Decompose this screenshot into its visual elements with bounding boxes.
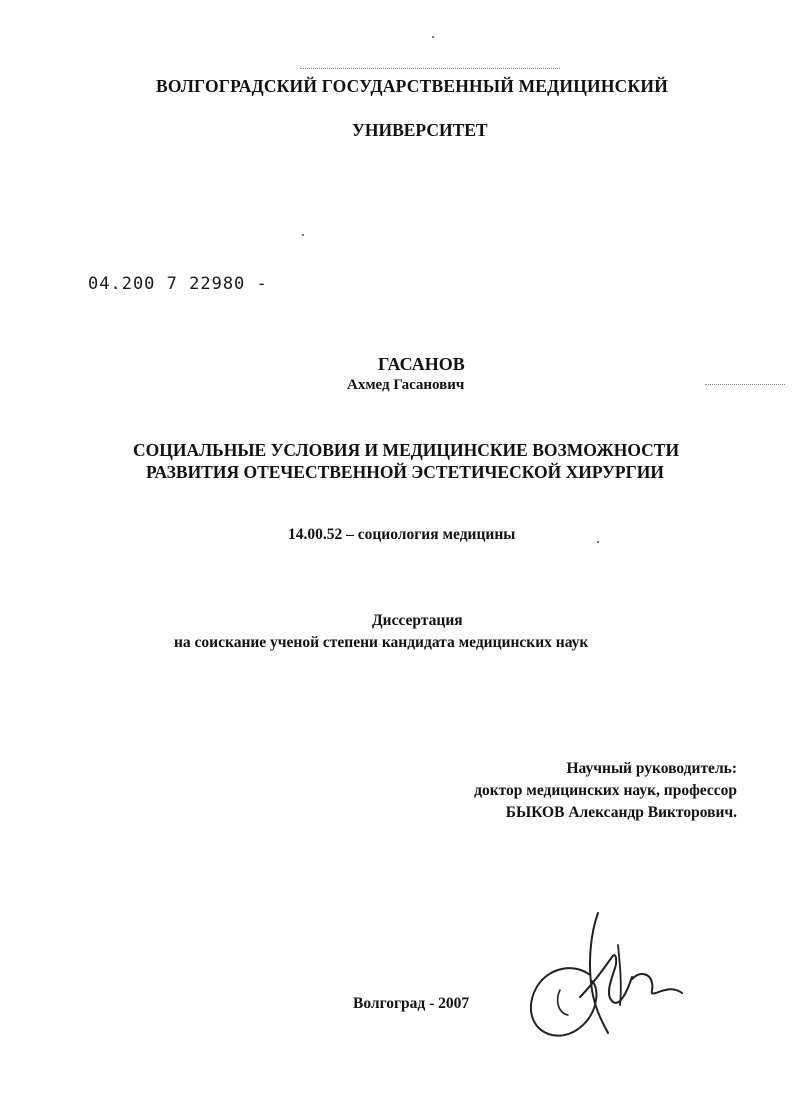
scan-artifact-right [705, 384, 785, 385]
university-name-line1: ВОЛГОГРАДСКИЙ ГОСУДАРСТВЕННЫЙ МЕДИЦИНСКИЙ [156, 76, 669, 96]
place-and-year: Волгоград - 2007 [353, 995, 470, 1012]
university-name-line2: УНИВЕРСИТЕТ [352, 120, 488, 140]
dissertation-title-line2: РАЗВИТИЯ ОТЕЧЕСТВЕННОЙ ЭСТЕТИЧЕСКОЙ ХИРУРГИИ [146, 462, 664, 482]
author-surname: ГАСАНОВ [378, 354, 465, 374]
advisor-degree: доктор медицинских наук, профессор [474, 782, 737, 799]
work-type-line2: на соискание ученой степени кандидата медицинских наук [174, 634, 589, 651]
handwritten-signature-icon [520, 905, 690, 1055]
registry-stamp-number: 04.200 7 22980 - [88, 274, 268, 294]
scan-artifact-top [300, 68, 560, 69]
dissertation-title-line1: СОЦИАЛЬНЫЕ УСЛОВИЯ И МЕДИЦИНСКИЕ ВОЗМОЖНОСТИ [133, 440, 680, 460]
author-given-names: Ахмед Гасанович [347, 377, 465, 393]
advisor-name: БЫКОВ Александр Викторович. [505, 804, 737, 821]
scan-speck [597, 541, 599, 543]
specialty-code: 14.00.52 – социология медицины [288, 526, 516, 543]
advisor-label: Научный руководитель: [566, 760, 737, 777]
work-type-line1: Диссертация [372, 612, 463, 629]
scan-speck [432, 36, 434, 38]
scan-speck [302, 234, 304, 236]
